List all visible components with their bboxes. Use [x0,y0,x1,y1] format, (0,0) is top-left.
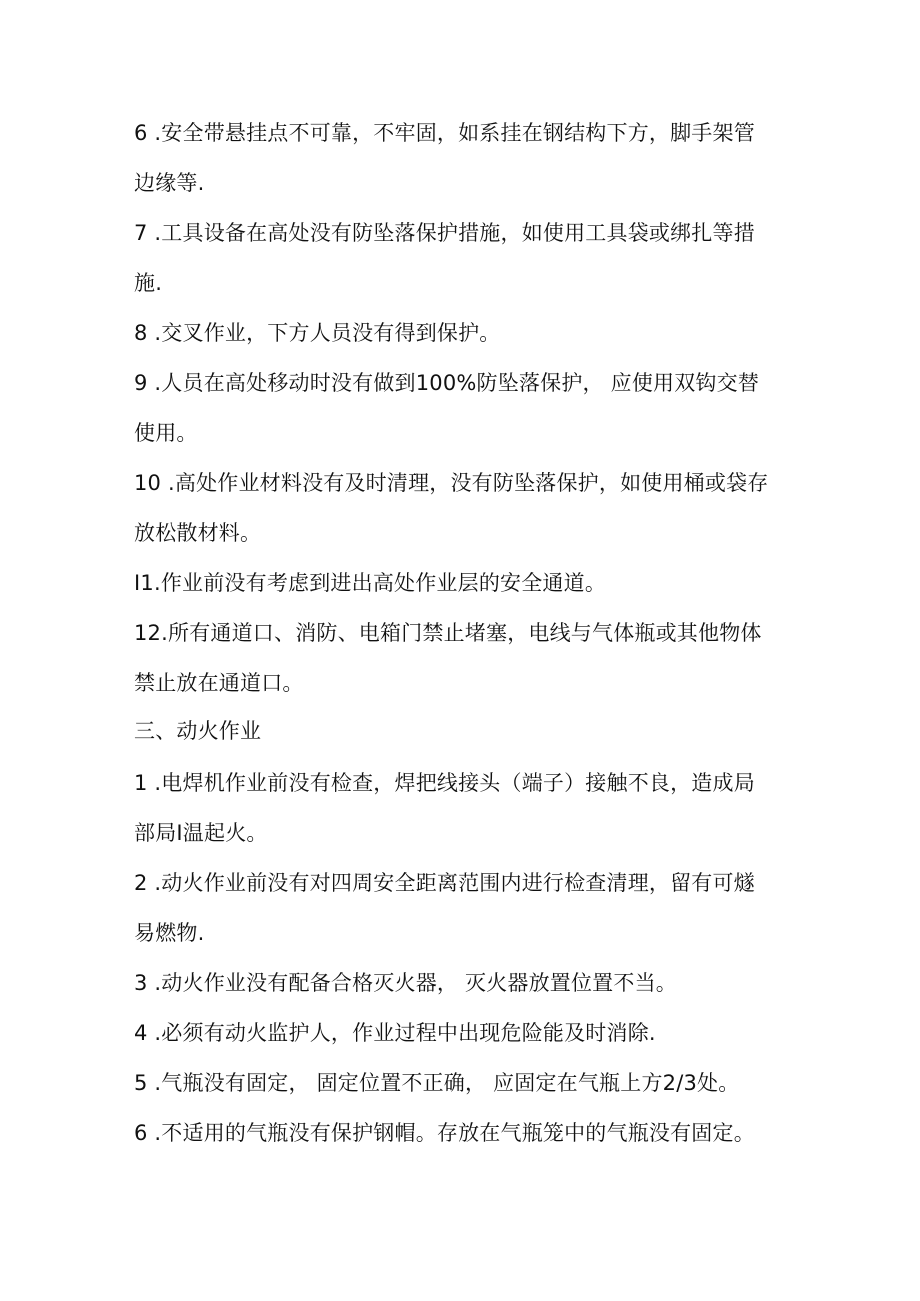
text-line: I1.作业前没有考虑到进出高处作业层的安全通道。 [134,571,607,595]
text-line: 4 .必须有动火监护人，作业过程中出现危险能及时消除. [134,1021,656,1045]
text-line: 12.所有通道口、消防、电箱门禁止堵塞，电线与气体瓶或其他物体 [134,621,762,645]
text-line: 9 .人员在高处移动时没有做到100%防坠落保护， 应使用双钩交替 [134,371,760,395]
text-line: 易燃物. [134,921,205,945]
text-line: 2 .动火作业前没有对四周安全距离范围内进行检查清理，留有可燧 [134,871,755,895]
text-line: 施. [134,271,163,295]
text-line: 3 .动火作业没有配备合格灭火器， 灭火器放置位置不当。 [134,971,677,995]
text-line: 5 .气瓶没有固定， 固定位置不正确， 应固定在气瓶上方2/3处。 [134,1071,740,1095]
text-line: 部局I温起火。 [134,821,268,845]
text-line: 边缘等. [134,171,205,195]
text-line: 6 .安全带悬挂点不可靠，不牢固，如系挂在钢结构下方，脚手架管 [134,121,755,145]
text-line: 8 .交叉作业，下方人员没有得到保护。 [134,321,501,345]
section-heading: 三、动火作业 [134,719,262,743]
text-line: 7 .工具设备在高处没有防坠落保护措施，如使用工具袋或绑扎等措 [134,221,755,245]
text-line: 6 .不适用的气瓶没有保护钢帽。存放在气瓶笼中的气瓶没有固定。 [134,1121,755,1145]
text-line: 1 .电焊机作业前没有检查，焊把线接头（端子）接触不良，造成局 [134,771,755,795]
text-line: 禁止放在通道口。 [134,671,304,695]
text-line: 10 .高处作业材料没有及时清理，没有防坠落保护，如使用桶或袋存 [134,471,769,495]
text-line: 使用。 [134,421,198,445]
text-line: 放松散材料。 [134,521,262,545]
